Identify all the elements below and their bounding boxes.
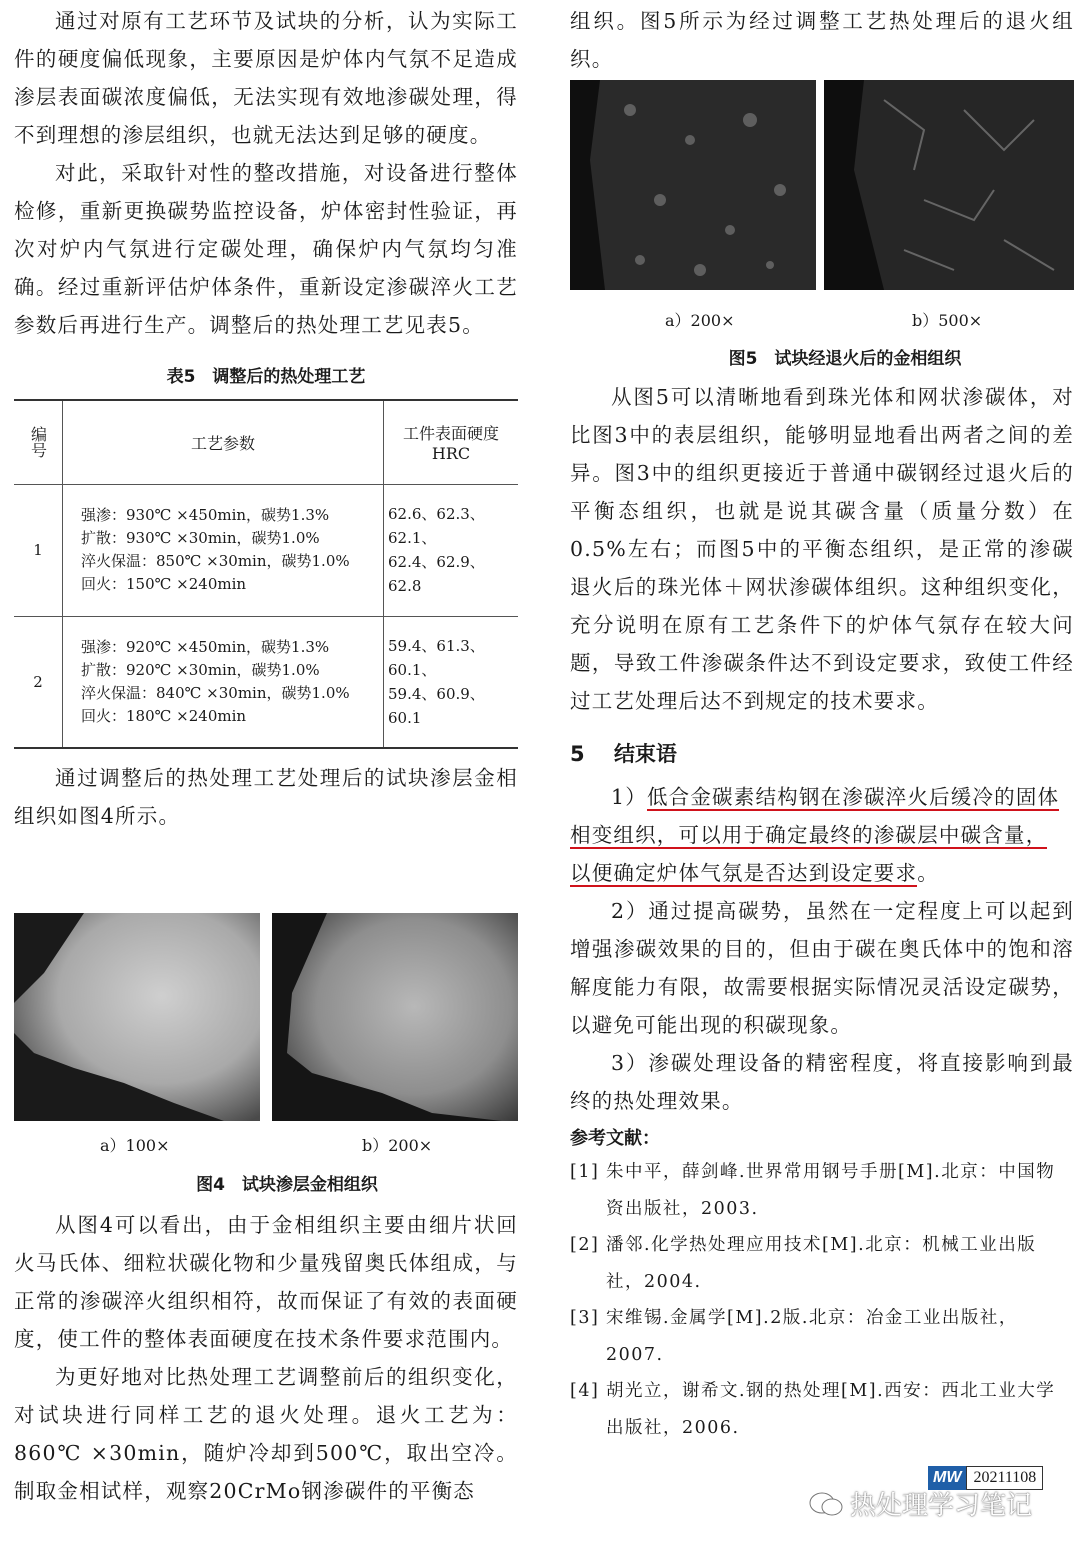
right-lower-text [570,378,1074,1446]
param-line: 扩散：920℃ ×30min，碳势1.0% [81,660,320,679]
param-line: 淬火保温：850℃ ×30min，碳势1.0% [81,552,350,570]
table-title: 表5 调整后的热处理工艺 [166,367,366,387]
references-title: 参考文献： [570,1128,660,1149]
left-lower-text [14,1206,518,1510]
micrograph-fig4b-image [272,913,518,1121]
reference-item [570,1373,1074,1446]
section-number: 5 [570,742,585,766]
fig5-sub-a: a）200× [665,311,735,330]
highlighted-text: 以便确定炉体气氛是否达到设定要求 [570,861,918,885]
watermark [808,1485,1032,1522]
table-header-hardness: 工件表面硬度HRC [384,400,519,484]
paragraph: 对此，采取针对性的整改措施，对设备进行整体检修，重新更换碳势监控设备，炉体密封性验证，再次对炉内气氛进行定碳处理，确保炉内气氛均匀准确。经过重新评估炉体条件，重新设定渗碳淬火工艺参数后再进行生产。调整后的热处理工艺见表5。 [14,161,518,337]
section-heading [570,738,1074,768]
wechat-icon-svg [808,1490,844,1518]
param-line: 扩散：930℃ ×30min，碳势1.0% [81,529,320,547]
row-params [63,484,384,616]
table-row [14,616,518,748]
hardness-line: 59.4、60.9、60.1 [388,684,485,727]
conclusion-3: 3）渗碳处理设备的精密程度，将直接影响到最终的热处理效果。 [570,1051,1074,1113]
paragraph: 通过对原有工艺环节及试块的分析，认为实际工件的硬度偏低现象，主要原因是炉体内气氛不足造成渗层表面碳浓度偏低，无法实现有效地渗碳处理，得不到理想的渗层组织，也就无法达到足够的硬度。 [14,9,518,147]
period: 。 [917,861,939,885]
paragraph: 从图4可以看出，由于金相组织主要由细片状回火马氏体、细粒状碳化物和少量残留奥氏体组成，与正常的渗碳淬火组织相符，故而保证了有效的表面硬度，使工件的整体表面硬度在技术条件要求范围内。 [14,1213,518,1351]
row-number: 1 [14,484,63,616]
fig5-sub-b: b）500× [912,311,983,330]
reference-number: [1] [570,1162,600,1182]
left-column [14,0,518,835]
mw-date: 20211108 [966,1466,1043,1490]
param-line: 强渗：920℃ ×450min，碳势1.3% [81,637,330,656]
fig5-caption: 图5 试块经退火后的金相组织 [728,349,962,369]
reference-item [570,1227,1074,1300]
paragraph: 为更好地对比热处理工艺调整前后的组织变化，对试块进行同样工艺的退火处理。退火工艺为：860℃ ×30min，随炉冷却到500℃，取出空冷。制取金相试样，观察20CrMo钢渗碳件的平衡态 [14,1365,518,1503]
micrograph-fig4b [272,913,518,1121]
row-hardness [384,484,519,616]
table-header-params: 工艺参数 [63,400,384,484]
conclusion-number: 1） [611,785,647,809]
hardness-line: 62.6、62.3、62.1、 [388,505,485,547]
micrograph-fig5a [570,80,816,290]
reference-item [570,1300,1074,1373]
mw-logo: MW [928,1466,966,1490]
hardness-line: 59.4、61.3、60.1、 [388,636,485,679]
highlighted-text: 低合金碳素结构钢在渗碳淬火后缓冷的固体 [646,785,1060,809]
reference-number: [3] [570,1308,600,1328]
reference-number: [2] [570,1235,600,1255]
paragraph: 通过调整后的热处理工艺处理后的试块渗层金相组织如图4所示。 [14,766,518,828]
wechat-icon [808,1490,844,1518]
reference-list [570,1154,1074,1446]
row-params [63,616,384,748]
paragraph: 组织。图5所示为经过调整工艺热处理后的退火组织。 [570,9,1074,71]
fig4-caption: 图4 试块渗层金相组织 [196,1175,378,1195]
micrograph-fig5b-image [824,80,1074,290]
section-title: 结束语 [613,742,677,766]
row-number: 2 [14,616,63,748]
reference-number: [4] [570,1381,600,1401]
micrograph-fig5b [824,80,1074,290]
param-line: 强渗：930℃ ×450min，碳势1.3% [81,506,330,524]
watermark-text: 热处理学习笔记 [850,1491,1033,1521]
right-column [570,0,1074,78]
fig4-sub-a: a）100× [100,1136,170,1155]
reference-text: 朱中平，薛剑峰.世界常用钢号手册[M].北京：中国物资出版社，2003. [606,1162,1056,1219]
paragraph: 从图5可以清晰地看到珠光体和网状渗碳体，对比图3中的表层组织，能够明显地看出两者之间的差异。图3中的组织更接近于普通中碳钢经过退火后的平衡态组织，也就是说其碳含量（质量分数）在0.5%左右；而图5中的平衡态组织，是正常的渗碳退火后的珠光体＋网状渗碳体组织。这种组织变化，充分说明在原有工艺条件下的炉体气氛存在较大问题，导致工件渗碳条件达不到设定要求，致使工件经过工艺处理后达不到规定的技术要求。 [570,385,1074,713]
micrograph-fig4a [14,913,260,1121]
conclusion-1 [570,778,1074,892]
param-line: 淬火保温：840℃ ×30min，碳势1.0% [81,683,350,702]
micrograph-fig4a-image [14,913,260,1121]
process-table [14,399,518,749]
highlighted-text: 相变组织，可以用于确定最终的渗碳层中碳含量， [570,823,1048,847]
micrograph-fig5a-image [570,80,816,290]
param-line: 回火：180℃ ×240min [81,706,247,725]
table-row [14,484,518,616]
reference-text: 胡光立，谢希文.钢的热处理[M].西安：西北工业大学出版社，2006. [606,1381,1056,1438]
reference-text: 潘邻.化学热处理应用技术[M].北京：机械工业出版社，2004. [606,1235,1037,1292]
reference-item [570,1154,1074,1227]
hardness-line: 62.4、62.9、62.8 [388,553,485,595]
fig4-sub-b: b）200× [362,1136,433,1155]
table-header-no: 编号 [14,400,63,484]
reference-text: 宋维锡.金属学[M].2版.北京：冶金工业出版社，2007. [606,1308,1018,1365]
row-hardness [384,616,519,748]
param-line: 回火：150℃ ×240min [81,575,247,593]
conclusion-2: 2）通过提高碳势，虽然在一定程度上可以起到增强渗碳效果的目的，但由于碳在奥氏体中的饱和溶解度能力有限，故需要根据实际情况灵活设定碳势，以避免可能出现的积碳现象。 [570,899,1074,1037]
